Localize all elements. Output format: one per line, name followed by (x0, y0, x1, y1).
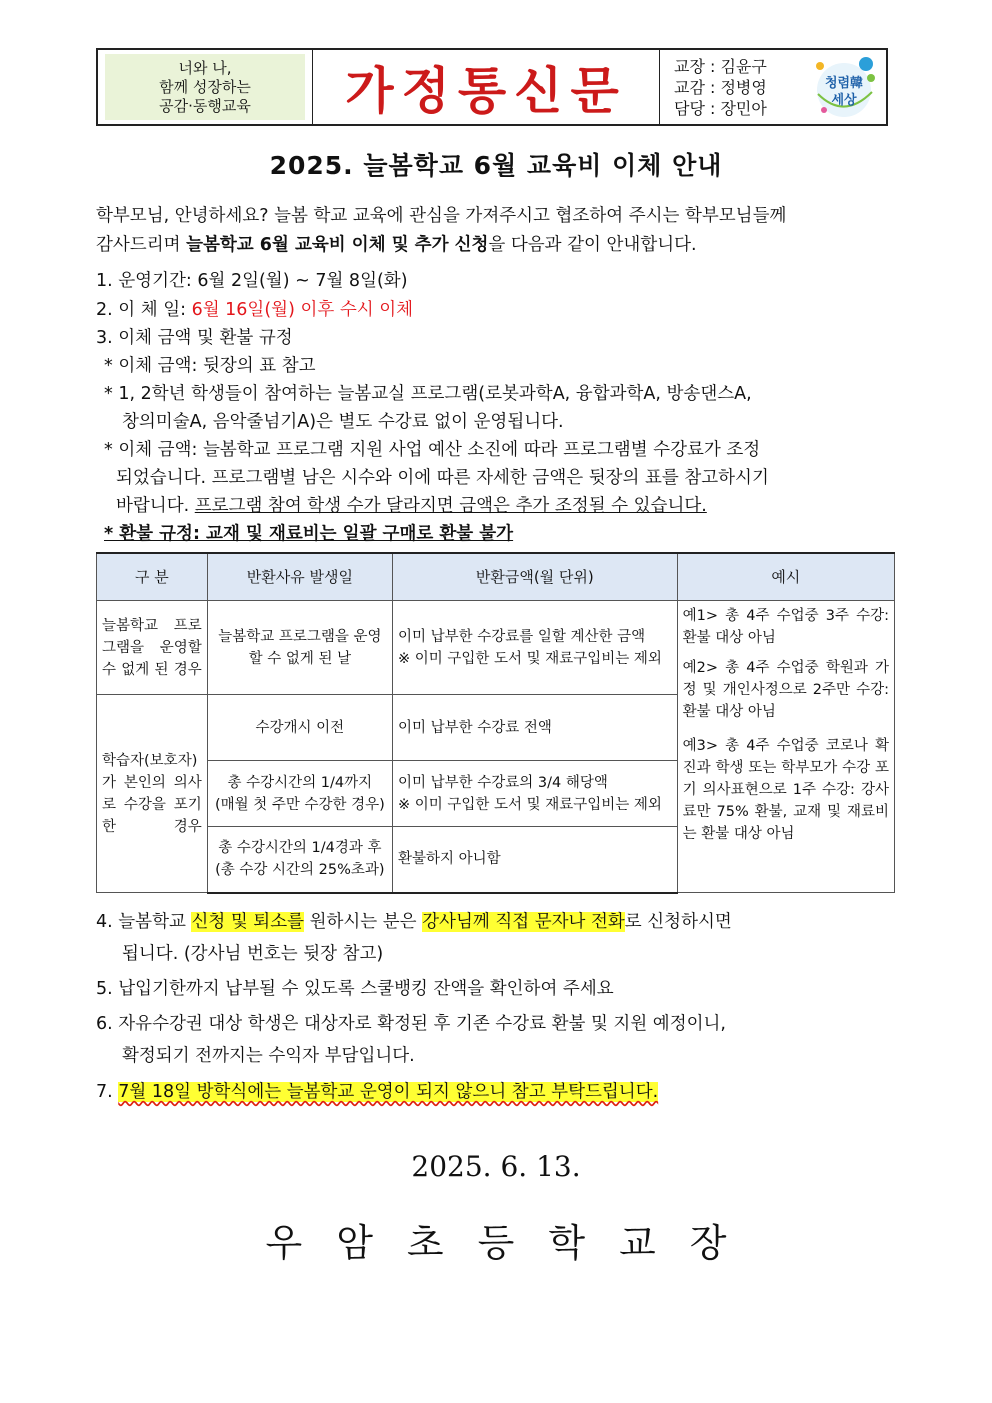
note-4-highlight-contact: 강사님께 직접 문자나 전화 (422, 912, 625, 932)
integrity-logo-icon (810, 54, 880, 120)
newsletter-title-box (313, 50, 660, 124)
reason-cell: 수강개시 이전 (207, 695, 392, 761)
amount-text: 이미 납부한 수강료의 3/4 해당액 (398, 774, 608, 791)
note-7-highlight: 7월 18일 방학식에는 늘봄학교 운영이 되지 않으니 참고 부탁드립니다. (118, 1082, 659, 1102)
reason-cell (207, 761, 392, 827)
item-2-transfer-date (96, 296, 413, 321)
bullet-transfer-amount: * 이체 금액: 뒷장의 표 참고 (104, 356, 316, 376)
staff-principal: 교장 : 김윤구 (674, 56, 767, 76)
intro-line-1: 학부모님, 안녕하세요? 늘봄 학교 교육에 관심을 가져주시고 협조하여 주시는 학부모님들께 (96, 206, 787, 226)
note-7 (96, 1078, 658, 1103)
slogan-text (105, 54, 305, 120)
bullet-free-program-l2: 창의미술A, 음악줄넘기A)은 별도 수강료 없이 운영됩니다. (122, 412, 564, 432)
table-header: 구 분 (97, 553, 208, 601)
note-text: 로 신청하시면 (624, 912, 732, 932)
reason-text: 총 수강시간의 1/4까지 (227, 774, 373, 791)
amount-cell (393, 601, 678, 695)
intro-text: 을 다음과 같이 안내합니다. (488, 235, 697, 255)
issue-date: 2025. 6. 13. (411, 1150, 581, 1183)
amount-text: 이미 납부한 수강료를 일할 계산한 금액 (398, 628, 646, 645)
table-row (97, 601, 895, 695)
amount-cell: 이미 납부한 수강료 전액 (393, 695, 678, 761)
item-3-heading: 3. 이체 금액 및 환불 규정 (96, 328, 293, 348)
staff-list (674, 56, 767, 119)
examples-cell (677, 601, 894, 893)
slogan-box (98, 50, 313, 124)
note-5: 5. 납입기한까지 납부될 수 있도록 스쿨뱅킹 잔액을 확인하여 주세요 (96, 979, 614, 999)
reason-text: 총 수강시간의 1/4경과 후 (218, 840, 382, 857)
note-4-highlight-apply: 신청 및 퇴소를 (191, 912, 305, 932)
intro-emphasis: 늘봄학교 6월 교육비 이체 및 추가 신청 (186, 235, 489, 255)
case-program-cancelled: 늘봄학교 프로그램을 운영할 수 없게 된 경우 (97, 601, 208, 695)
case-learner-withdraw: 학습자(보호자)가 본인의 의사로 수강을 포기한 경우 (97, 695, 208, 893)
slogan-line: 공감·동행교육 (159, 96, 251, 115)
logo-text-line: 청렴韓 (824, 76, 864, 91)
table-header-row (97, 553, 895, 601)
item-2-date: 6월 16일(월) 이후 수시 이체 (191, 300, 414, 320)
example-3: 예3> 총 4주 수업중 코로나 확진과 학생 또는 학부모가 수강 포기 의사표현으로 1주 수강: 강사료만 75% 환불, 교재 및 재료비는 환불 대상 아님 (682, 738, 889, 842)
newsletter-title: 가정통신문 (345, 61, 627, 120)
intro-text: 감사드리며 (96, 235, 187, 255)
note-text: 원하시는 분은 (304, 912, 423, 932)
reason-note: (매월 첫 주만 수강한 경우) (214, 796, 385, 813)
note-4-line-2: 됩니다. (강사님 번호는 뒷장 참고) (122, 944, 384, 964)
item-2-label: 2. 이 체 일: (96, 300, 192, 320)
example-1: 예1> 총 4주 수업중 3주 수강: 환불 대상 아님 (682, 608, 889, 646)
slogan-line: 함께 성장하는 (159, 77, 251, 96)
bullet-refund-rule: * 환불 규정: 교재 및 재료비는 일괄 구매로 환불 불가 (104, 524, 514, 544)
intro-line-2 (96, 231, 697, 256)
bullet-adjustment-l2: 되었습니다. 프로그램별 남은 시수와 이에 따른 자세한 금액은 뒷장의 표를 참고하시기 (116, 468, 769, 488)
newsletter-header (96, 48, 888, 126)
note-6-line-1: 6. 자유수강권 대상 학생은 대상자로 확정된 후 기존 수강료 환불 및 지원 예정이니, (96, 1014, 726, 1034)
bullet-free-program-l1: * 1, 2학년 학생들이 참여하는 늘봄교실 프로그램(로봇과학A, 융합과학A, 방송댄스A, (104, 384, 752, 404)
bullet-adjustment-l1: * 이체 금액: 늘봄학교 프로그램 지원 사업 예산 소진에 따라 프로그램별 수강료가 조정 (104, 440, 761, 460)
item-1-period: 1. 운영기간: 6월 2일(월) ~ 7월 8일(화) (96, 271, 408, 291)
slogan-line: 너와 나, (178, 58, 232, 77)
reason-cell (207, 827, 392, 893)
table-header: 반환사유 발생일 (207, 553, 392, 601)
reason-cell: 늘봄학교 프로그램을 운영할 수 없게 된 날 (207, 601, 392, 695)
amount-note: ※ 이미 구입한 도서 및 재료구입비는 제외 (398, 796, 662, 813)
example-2: 예2> 총 4주 수업중 학원과 가정 및 개인사정으로 2주만 수강: 환불 대상 아님 (682, 660, 889, 720)
logo-text-line: 세상 (831, 93, 857, 108)
signer-principal: 우암초등학교장 (265, 1221, 761, 1265)
amount-cell (393, 761, 678, 827)
bullet-underlined-note: 프로그램 참여 학생 수가 달라지면 금액은 추가 조정될 수 있습니다. (194, 496, 707, 516)
table-header: 예시 (677, 553, 894, 601)
bullet-text: 바랍니다. (116, 496, 195, 516)
staff-manager: 담당 : 장민아 (674, 98, 767, 118)
note-text: 4. 늘봄학교 (96, 912, 192, 932)
document-title: 2025. 늘봄학교 6월 교육비 이체 안내 (269, 151, 723, 180)
table-header: 반환금액(월 단위) (393, 553, 678, 601)
note-4-line-1 (96, 908, 732, 933)
note-6-line-2: 확정되기 전까지는 수익자 부담입니다. (122, 1046, 415, 1066)
note-number: 7. (96, 1082, 119, 1102)
amount-cell: 환불하지 아니함 (393, 827, 678, 893)
bullet-adjustment-l3 (116, 492, 707, 517)
staff-vice-principal: 교감 : 정병영 (674, 77, 767, 97)
reason-note: (총 수강 시간의 25%초과) (215, 862, 385, 879)
amount-note: ※ 이미 구입한 도서 및 재료구입비는 제외 (398, 650, 662, 667)
refund-table (96, 552, 895, 894)
